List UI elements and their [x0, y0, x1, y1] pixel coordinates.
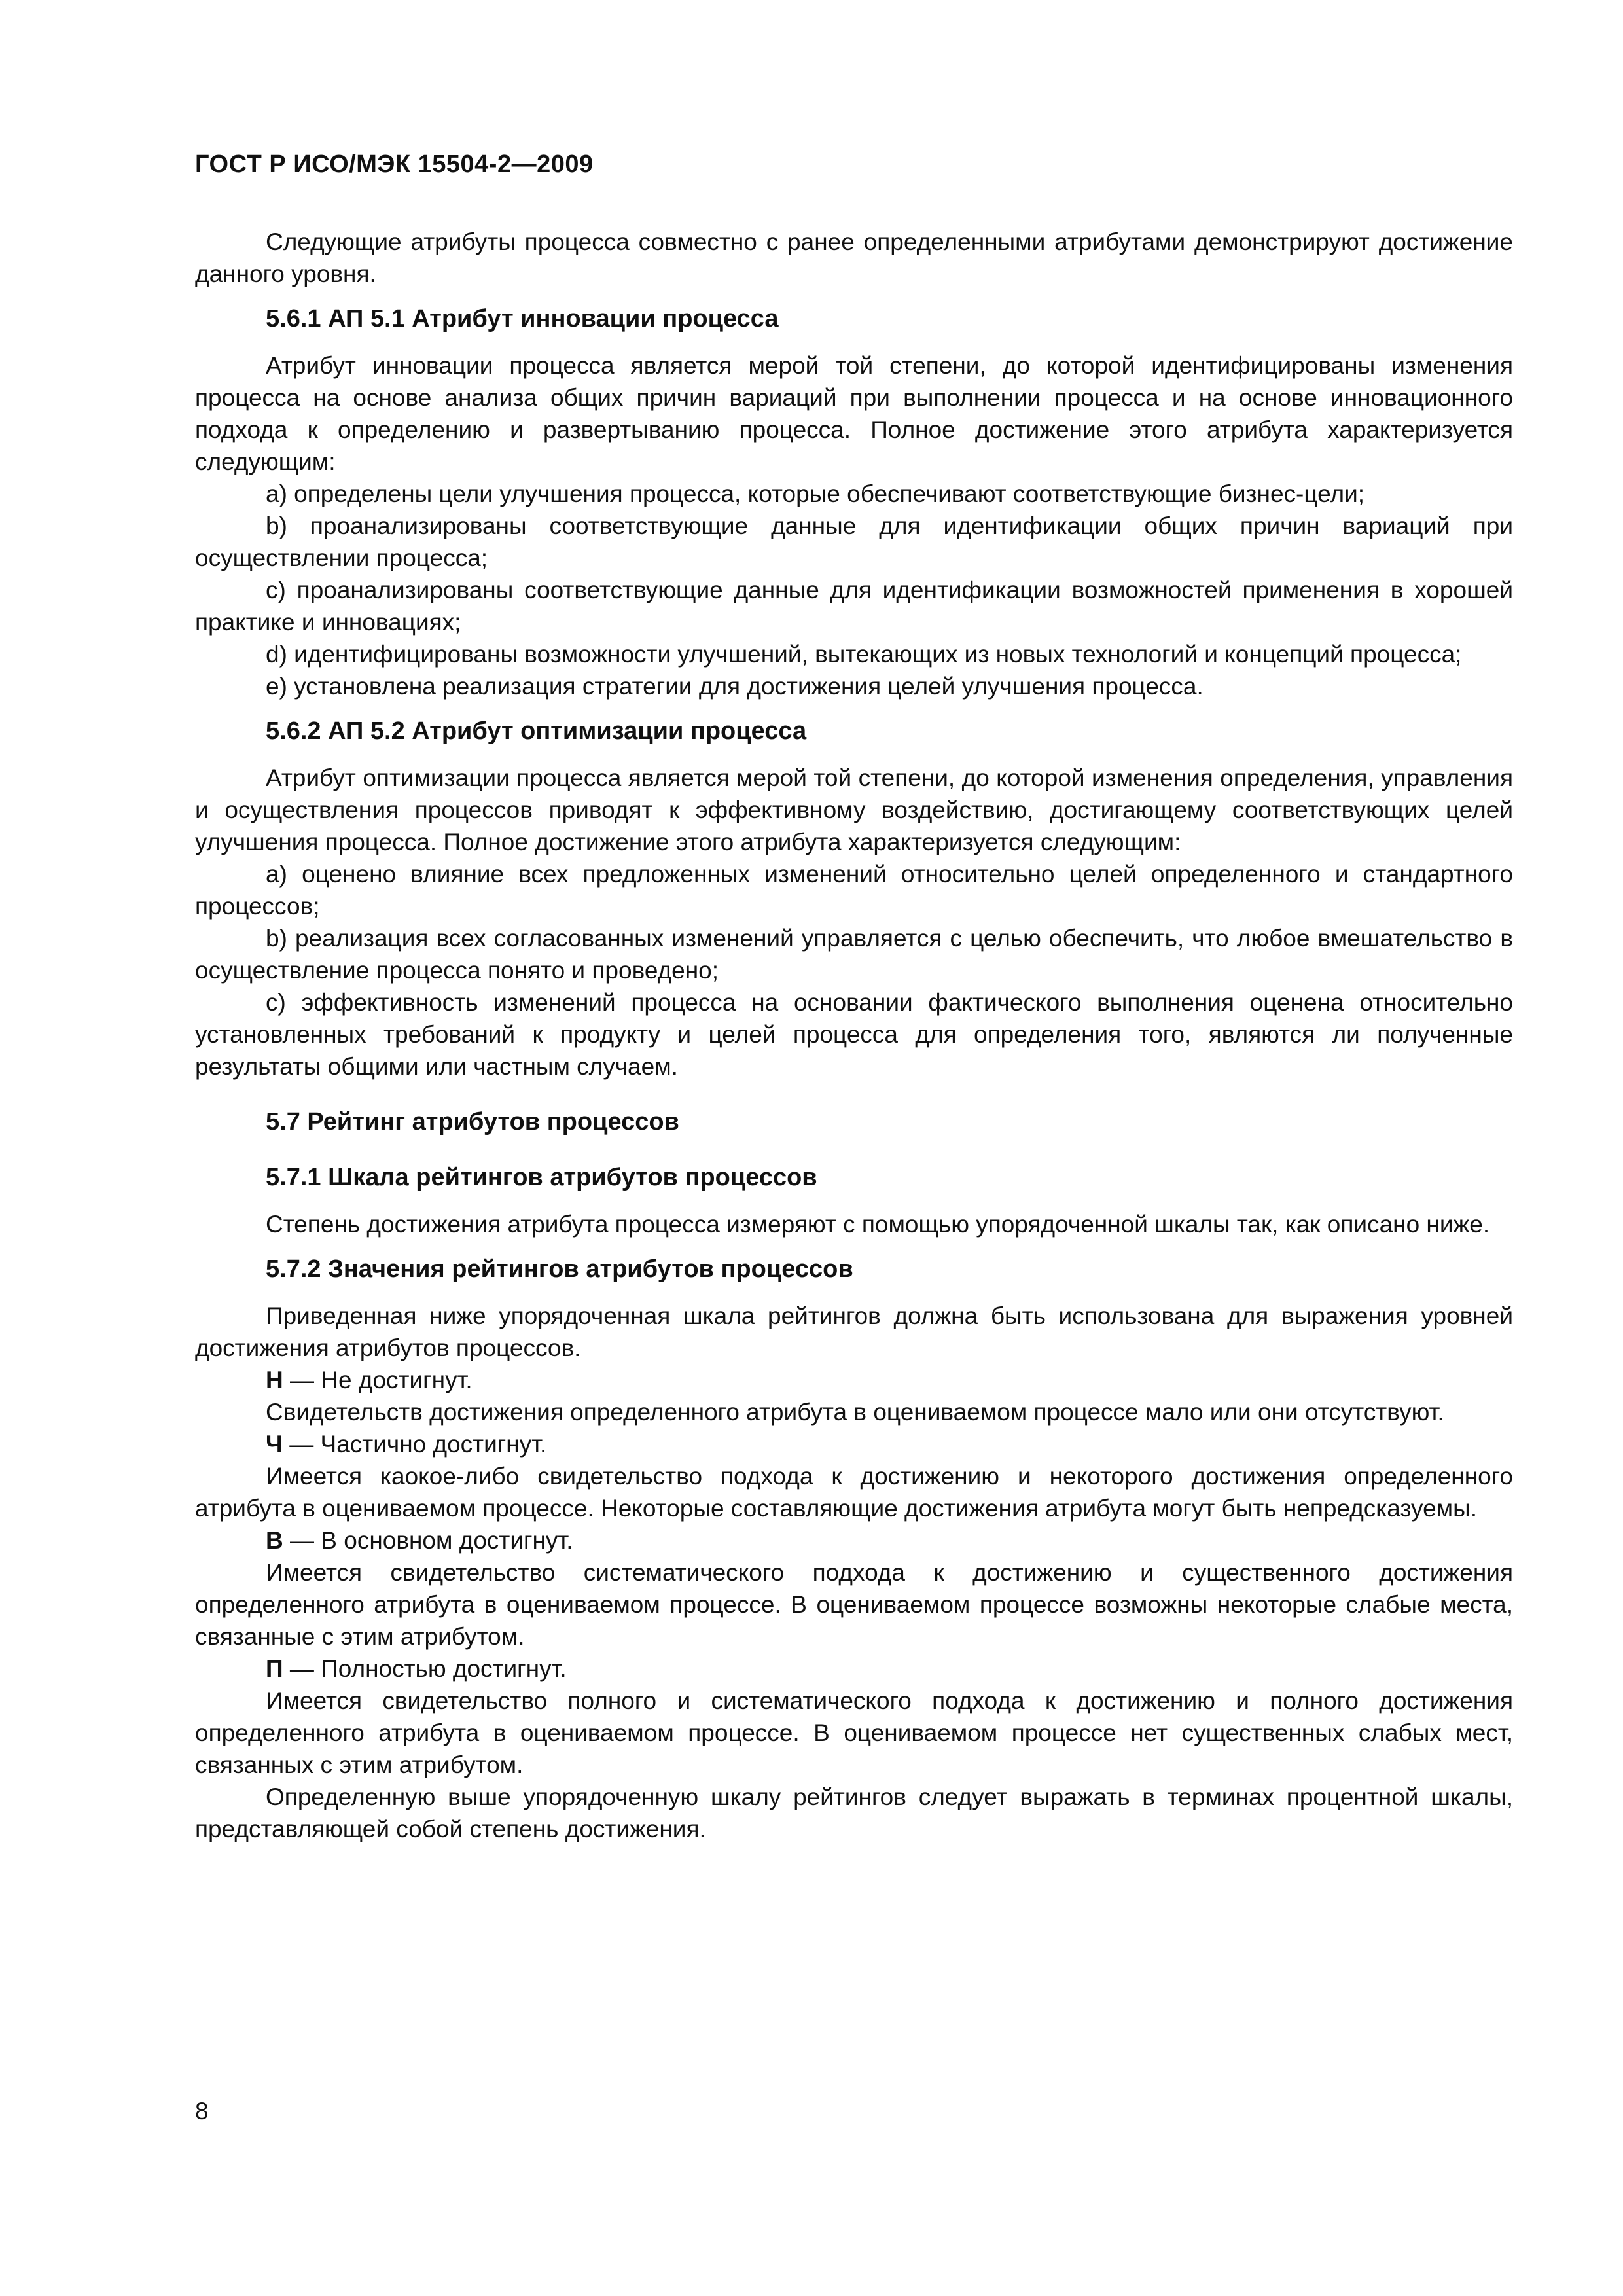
scale-description: Свидетельств достижения определенного атрибута в оцениваемом процессе мало или они отсутствуют.	[266, 1399, 1444, 1426]
scale-code: Н	[266, 1367, 283, 1393]
intro-paragraph: Следующие атрибуты процесса совместно с ранее определенными атрибутами демонстрируют достижение данного уровня.	[195, 228, 1513, 287]
scale-entry-ch	[195, 1428, 1513, 1460]
scale-code: Ч	[266, 1431, 283, 1458]
closing-paragraph: Определенную выше упорядоченную шкалу рейтингов следует выражать в терминах процентной шкалы, представляющей собой степень достижения.	[195, 1784, 1513, 1842]
scale-label: — Полностью достигнут.	[283, 1655, 567, 1682]
section-5-7-heading: 5.7 Рейтинг атрибутов процессов	[266, 1108, 679, 1136]
document-header: ГОСТ Р ИСО/МЭК 15504-2—2009	[195, 151, 594, 178]
scale-description: Имеется свидетельство полного и систематического подхода к достижению и полного достижения определенного атрибута в оцениваемом процессе. В оцениваемом процессе нет существенных слабых мест, связанных с этим атрибутом.	[195, 1687, 1513, 1778]
page-content	[195, 226, 1513, 1845]
section-5-7-2-heading: 5.7.2 Значения рейтингов атрибутов процессов	[266, 1255, 853, 1283]
section-5-7-2-paragraph: Приведенная ниже упорядоченная шкала рейтингов должна быть использована для выражения уровней достижения атрибутов процессов.	[195, 1302, 1513, 1361]
scale-label: — В основном достигнут.	[283, 1527, 573, 1554]
list-item: c) эффективность изменений процесса на основании фактического выполнения оценена относительно установленных требований к продукту и целей процесса для определения того, являются ли полученные результаты общими или частным случаем.	[195, 989, 1513, 1080]
scale-label: — Частично достигнут.	[283, 1431, 547, 1458]
scale-code: В	[266, 1527, 283, 1554]
list-item: e) установлена реализация стратегии для достижения целей улучшения процесса.	[266, 673, 1204, 700]
list-item: b) реализация всех согласованных изменений управляется с целью обеспечить, что любое вмешательство в осуществление процесса понято и проведено;	[195, 925, 1513, 984]
scale-label: — Не достигнут.	[283, 1367, 473, 1393]
section-5-6-1-heading: 5.6.1 АП 5.1 Атрибут инновации процесса	[266, 305, 779, 332]
section-5-7-1-paragraph: Степень достижения атрибута процесса измеряют с помощью упорядоченной шкалы так, как описано ниже.	[266, 1211, 1490, 1238]
page-number: 8	[195, 2098, 209, 2125]
list-item: a) определены цели улучшения процесса, которые обеспечивают соответствующие бизнес-цели;	[266, 480, 1365, 507]
section-5-6-1-paragraph: Атрибут инновации процесса является мерой той степени, до которой идентифицированы изменения процесса на основе анализа общих причин вариаций при выполнении процесса и на основе инновационного подхода к определению и развертыванию процесса. Полное достижение этого атрибута характеризуется следующим:	[195, 352, 1513, 475]
scale-code: П	[266, 1655, 283, 1682]
list-item: b) проанализированы соответствующие данные для идентификации общих причин вариаций при осуществлении процесса;	[195, 512, 1513, 571]
scale-description: Имеется свидетельство систематического подхода к достижению и существенного достижения определенного атрибута в оцениваемом процессе. В оцениваемом процессе возможны некоторые слабые места, связанные с этим атрибутом.	[195, 1559, 1513, 1650]
scale-description: Имеется каокое-либо свидетельство подхода к достижению и некоторого достижения определенного атрибута в оцениваемом процессе. Некоторые составляющие достижения атрибута могут быть непредсказуемы.	[195, 1463, 1513, 1522]
list-item: c) проанализированы соответствующие данные для идентификации возможностей применения в хорошей практике и инновациях;	[195, 577, 1513, 636]
section-5-6-2-paragraph: Атрибут оптимизации процесса является мерой той степени, до которой изменения определения, управления и осуществления процессов приводят к эффективному воздействию, достигающему соответствующих целей улучшения процесса. Полное достижение этого атрибута характеризуется следующим:	[195, 764, 1513, 855]
list-item: d) идентифицированы возможности улучшений, вытекающих из новых технологий и концепций процесса;	[266, 641, 1462, 668]
list-item: a) оценено влияние всех предложенных изменений относительно целей определенного и стандартного процессов;	[195, 861, 1513, 920]
section-5-7-1-heading: 5.7.1 Шкала рейтингов атрибутов процессов	[266, 1164, 817, 1191]
scale-entry-p	[195, 1653, 1513, 1685]
section-5-6-2-heading: 5.6.2 АП 5.2 Атрибут оптимизации процесса	[266, 717, 807, 745]
scale-entry-v	[195, 1524, 1513, 1556]
scale-entry-n	[195, 1364, 1513, 1396]
